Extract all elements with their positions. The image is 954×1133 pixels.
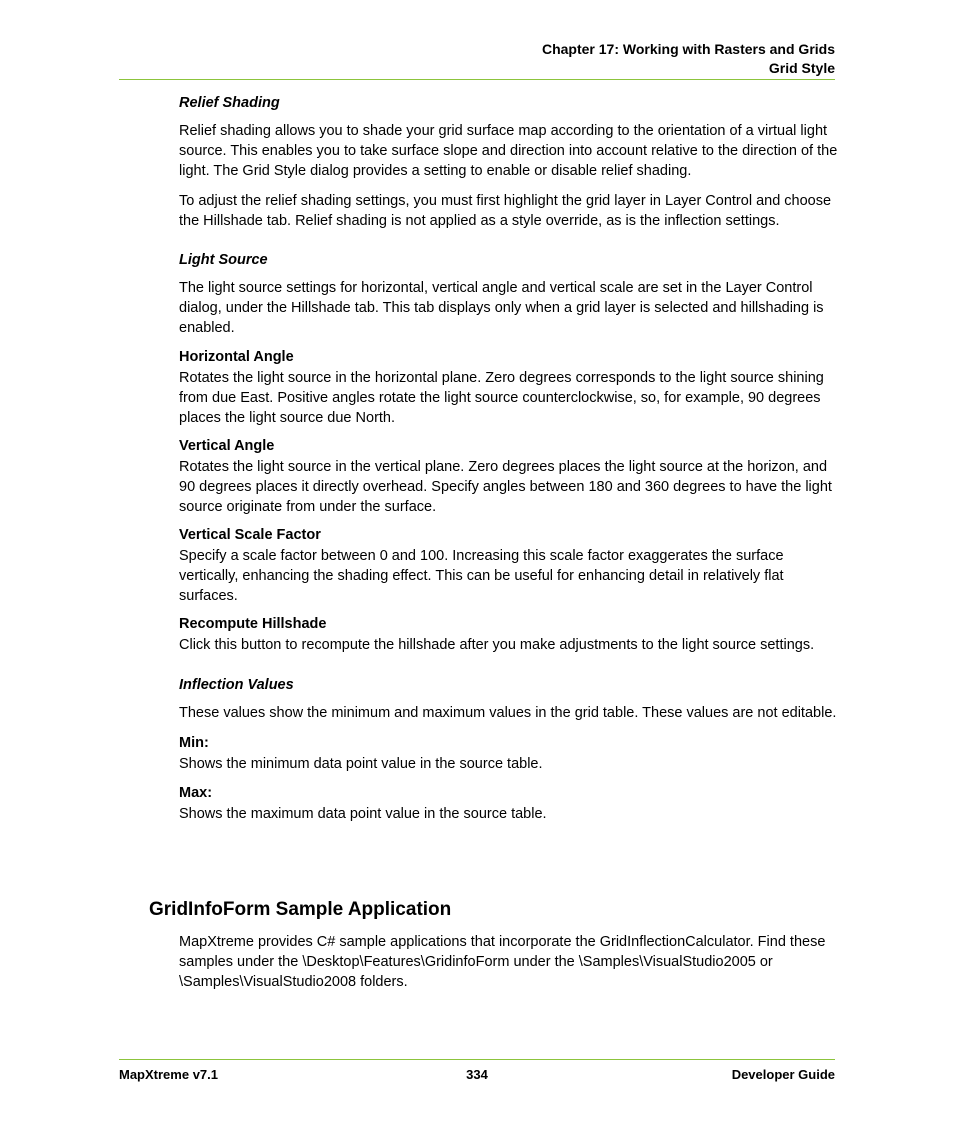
chapter-title: Chapter 17: Working with Rasters and Grids bbox=[541, 41, 835, 57]
gridinfoform-paragraph: MapXtreme provides C# sample applications that incorporate the GridInflectionCalculator. Find these samples under the \Desktop\Features\GridinfoForm under the \Samples\VisualStudio2005 or \Samples\VisualStudio2008 folders. bbox=[179, 934, 826, 990]
vertical-scale-factor-term: Vertical Scale Factor bbox=[179, 527, 321, 543]
horizontal-angle-desc: Rotates the light source in the horizontal plane. Zero degrees corresponds to the light source shining from due East. Positive angles rotate the light source counterclockwise, so, for example, 90 degrees places the light source due North. bbox=[179, 370, 824, 426]
relief-paragraph-1: Relief shading allows you to shade your grid surface map according to the orientation of a virtual light source. This enables you to take surface slope and direction into account relative to the direction of the light. The Grid Style dialog provides a setting to enable or disable relief shading. bbox=[179, 123, 838, 179]
recompute-hillshade-term: Recompute Hillshade bbox=[179, 616, 327, 632]
min-desc: Shows the minimum data point value in the source table. bbox=[179, 756, 543, 772]
page-body bbox=[179, 93, 839, 824]
recompute-hillshade-desc: Click this button to recompute the hillshade after you make adjustments to the light source settings. bbox=[179, 637, 815, 653]
footer-guide: Developer Guide bbox=[731, 1067, 835, 1082]
light-source-intro: The light source settings for horizontal, vertical angle and vertical scale are set in the Layer Control dialog, under the Hillshade tab. This tab displays only when a grid layer is selected and hillshading is enabled. bbox=[179, 280, 824, 336]
max-desc: Shows the maximum data point value in the source table. bbox=[179, 806, 547, 822]
vertical-angle-term: Vertical Angle bbox=[179, 438, 275, 454]
footer-rule bbox=[119, 1059, 835, 1060]
vertical-angle-desc: Rotates the light source in the vertical plane. Zero degrees places the light source at the horizon, and 90 degrees places it directly overhead. Specify angles between 180 and 360 degrees to have the light source originate from under the surface. bbox=[179, 459, 832, 515]
footer-product: MapXtreme v7.1 bbox=[119, 1067, 218, 1082]
horizontal-angle-term: Horizontal Angle bbox=[179, 349, 294, 365]
vertical-scale-factor-desc: Specify a scale factor between 0 and 100. Increasing this scale factor exaggerates the surface vertically, enhancing the shading effect. This can be useful for enhancing detail in relatively flat surfaces. bbox=[179, 548, 784, 604]
header-rule bbox=[119, 79, 835, 80]
relief-paragraph-2: To adjust the relief shading settings, you must first highlight the grid layer in Layer Control and choose the Hillshade tab. Relief shading is not applied as a style override, as is the inflection settings. bbox=[179, 193, 832, 229]
gridinfoform-heading: GridInfoForm Sample Application bbox=[149, 899, 452, 920]
inflection-values-intro: These values show the minimum and maximum values in the grid table. These values are not editable. bbox=[179, 705, 837, 721]
running-header bbox=[119, 40, 835, 78]
section-title: Grid Style bbox=[768, 60, 835, 76]
max-term: Max: bbox=[179, 785, 213, 801]
min-term: Min: bbox=[179, 735, 209, 751]
page-number: 334 bbox=[466, 1067, 488, 1082]
relief-shading-heading: Relief Shading bbox=[179, 95, 280, 111]
light-source-heading: Light Source bbox=[179, 252, 268, 268]
inflection-values-heading: Inflection Values bbox=[179, 677, 294, 693]
